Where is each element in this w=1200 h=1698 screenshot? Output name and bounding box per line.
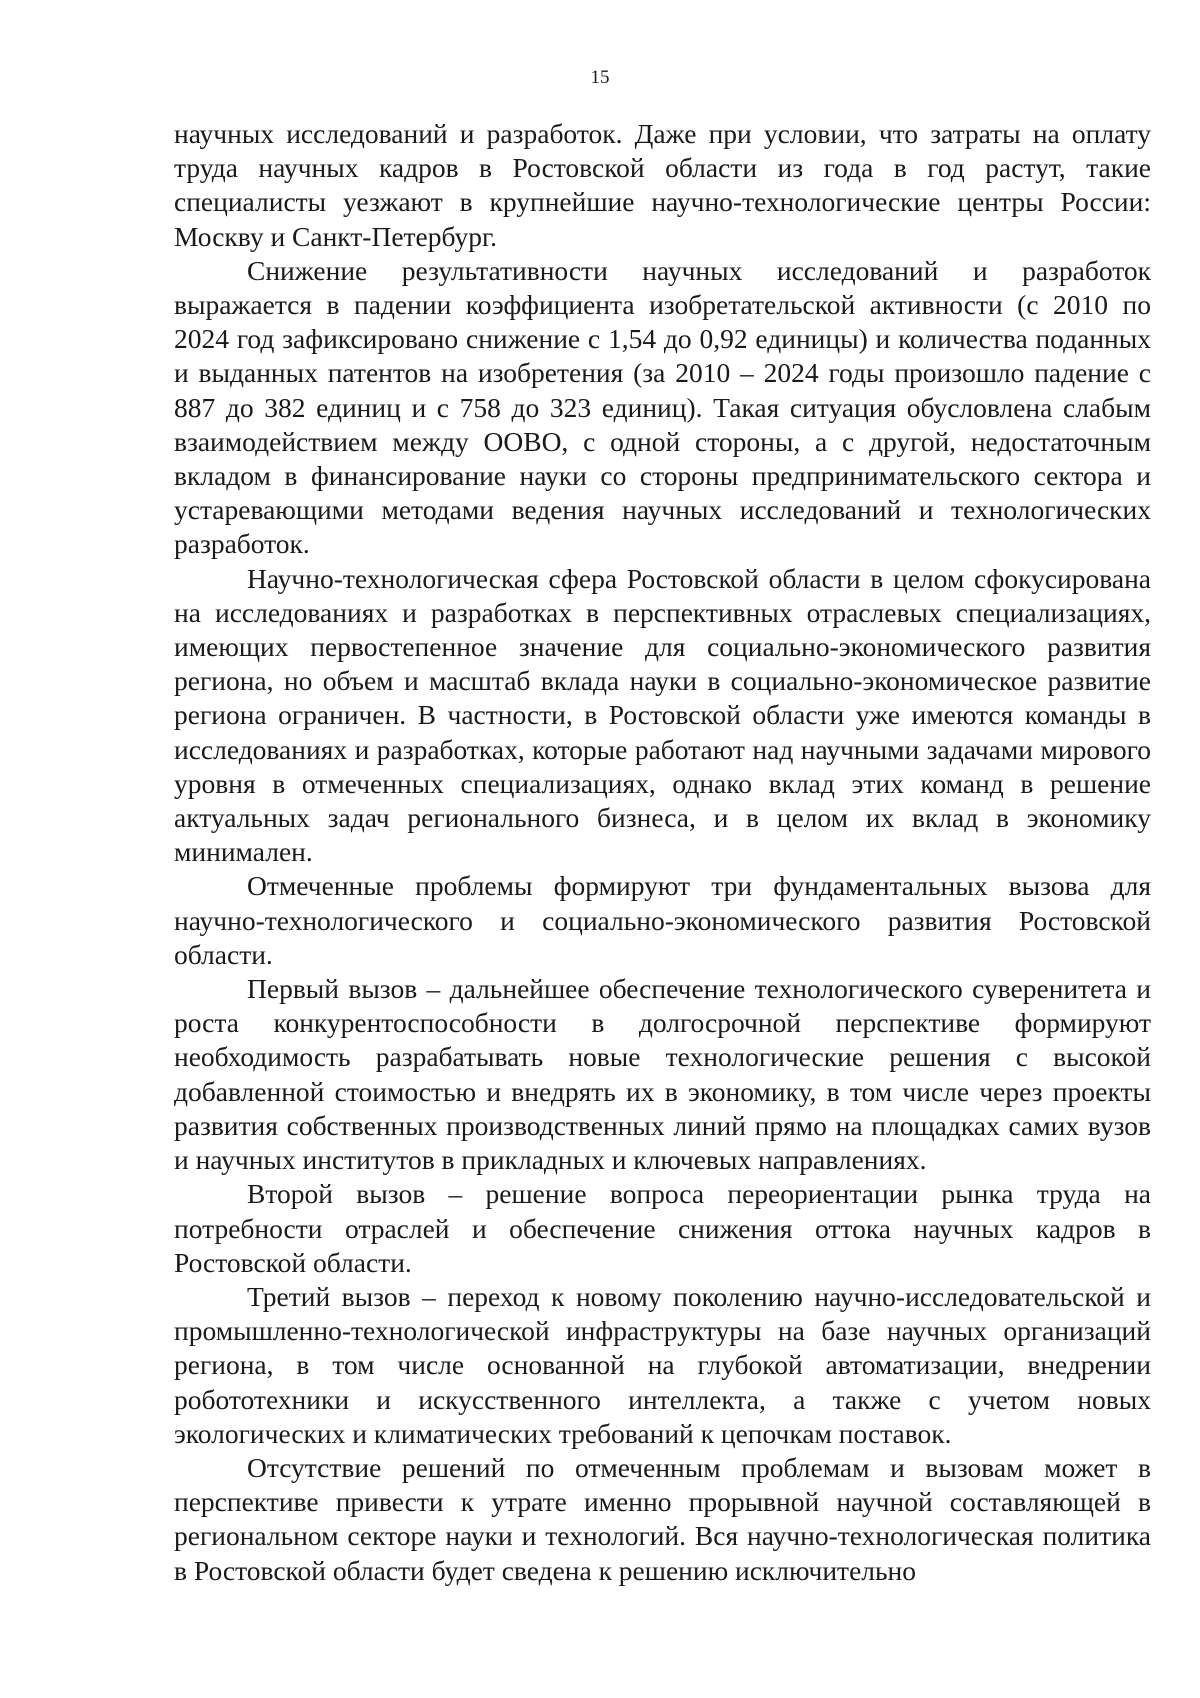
paragraph-6: Второй вызов – решение вопроса переориентации рынка труда на потребности отраслей и обеспечение снижения оттока научных кадров в Ростовской области. [174,1178,1151,1278]
page-number: 15 [590,67,610,88]
paragraph-4: Отмеченные проблемы формируют три фундаментальных вызова для научно-технологического и социально-экономического развития Ростовской области. [174,870,1151,970]
paragraph-5: Первый вызов – дальнейшее обеспечение технологического суверенитета и роста конкурентоспособности в долгосрочной перспективе формируют необходимость разрабатывать новые технологические решения с высокой добавленной стоимостью и внедрять их в экономику, в том числе через проекты развития собственных производственных линий прямо на площадках самих вузов и научных институтов в прикладных и ключевых направлениях. [174,973,1151,1176]
paragraph-2: Снижение результативности научных исследований и разработок выражается в падении коэффициента изобретательской активности (с 2010 по 2024 год зафиксировано снижение с 1,54 до 0,92 единицы) и количества поданных и выданных патентов на изобретения (за 2010 – 2024 годы произошло падение с 887 до 382 единиц и с 758 до 323 единиц). Такая ситуация обусловлена слабым взаимодействием между ООВО, с одной стороны, а с другой, недостаточным вкладом в финансирование науки со стороны предпринимательского сектора и устаревающими методами ведения научных исследований и технологических разработок. [174,254,1151,560]
document-body [174,117,1151,1588]
paragraph-7: Третий вызов – переход к новому поколению научно-исследовательской и промышленно-технологической инфраструктуры на базе научных организаций региона, в том числе основанной на глубокой автоматизации, внедрении робототехники и искусственного интеллекта, а также с учетом новых экологических и климатических требований к цепочкам поставок. [174,1280,1151,1449]
paragraph-3: Научно-технологическая сфера Ростовской области в целом сфокусирована на исследованиях и разработках в перспективных отраслевых специализациях, имеющих первостепенное значение для социально-экономического развития региона, но объем и масштаб вклада науки в социально-экономическое развитие региона ограничен. В частности, в Ростовской области уже имеются команды в исследованиях и разработках, которые работают над научными задачами мирового уровня в отмеченных специализациях, однако вклад этих команд в решение актуальных задач регионального бизнеса, и в целом их вклад в экономику минимален. [174,562,1151,868]
paragraph-1: научных исследований и разработок. Даже при условии, что затраты на оплату труда научных кадров в Ростовской области из года в год растут, такие специалисты уезжают в крупнейшие научно-технологические центры России: Москву и Санкт-Петербург. [174,118,1151,252]
paragraph-8: Отсутствие решений по отмеченным проблемам и вызовам может в перспективе привести к утрате именно прорывной научной составляющей в региональном секторе науки и технологий. Вся научно-технологическая политика в Ростовской области будет сведена к решению исключительно [174,1451,1151,1586]
